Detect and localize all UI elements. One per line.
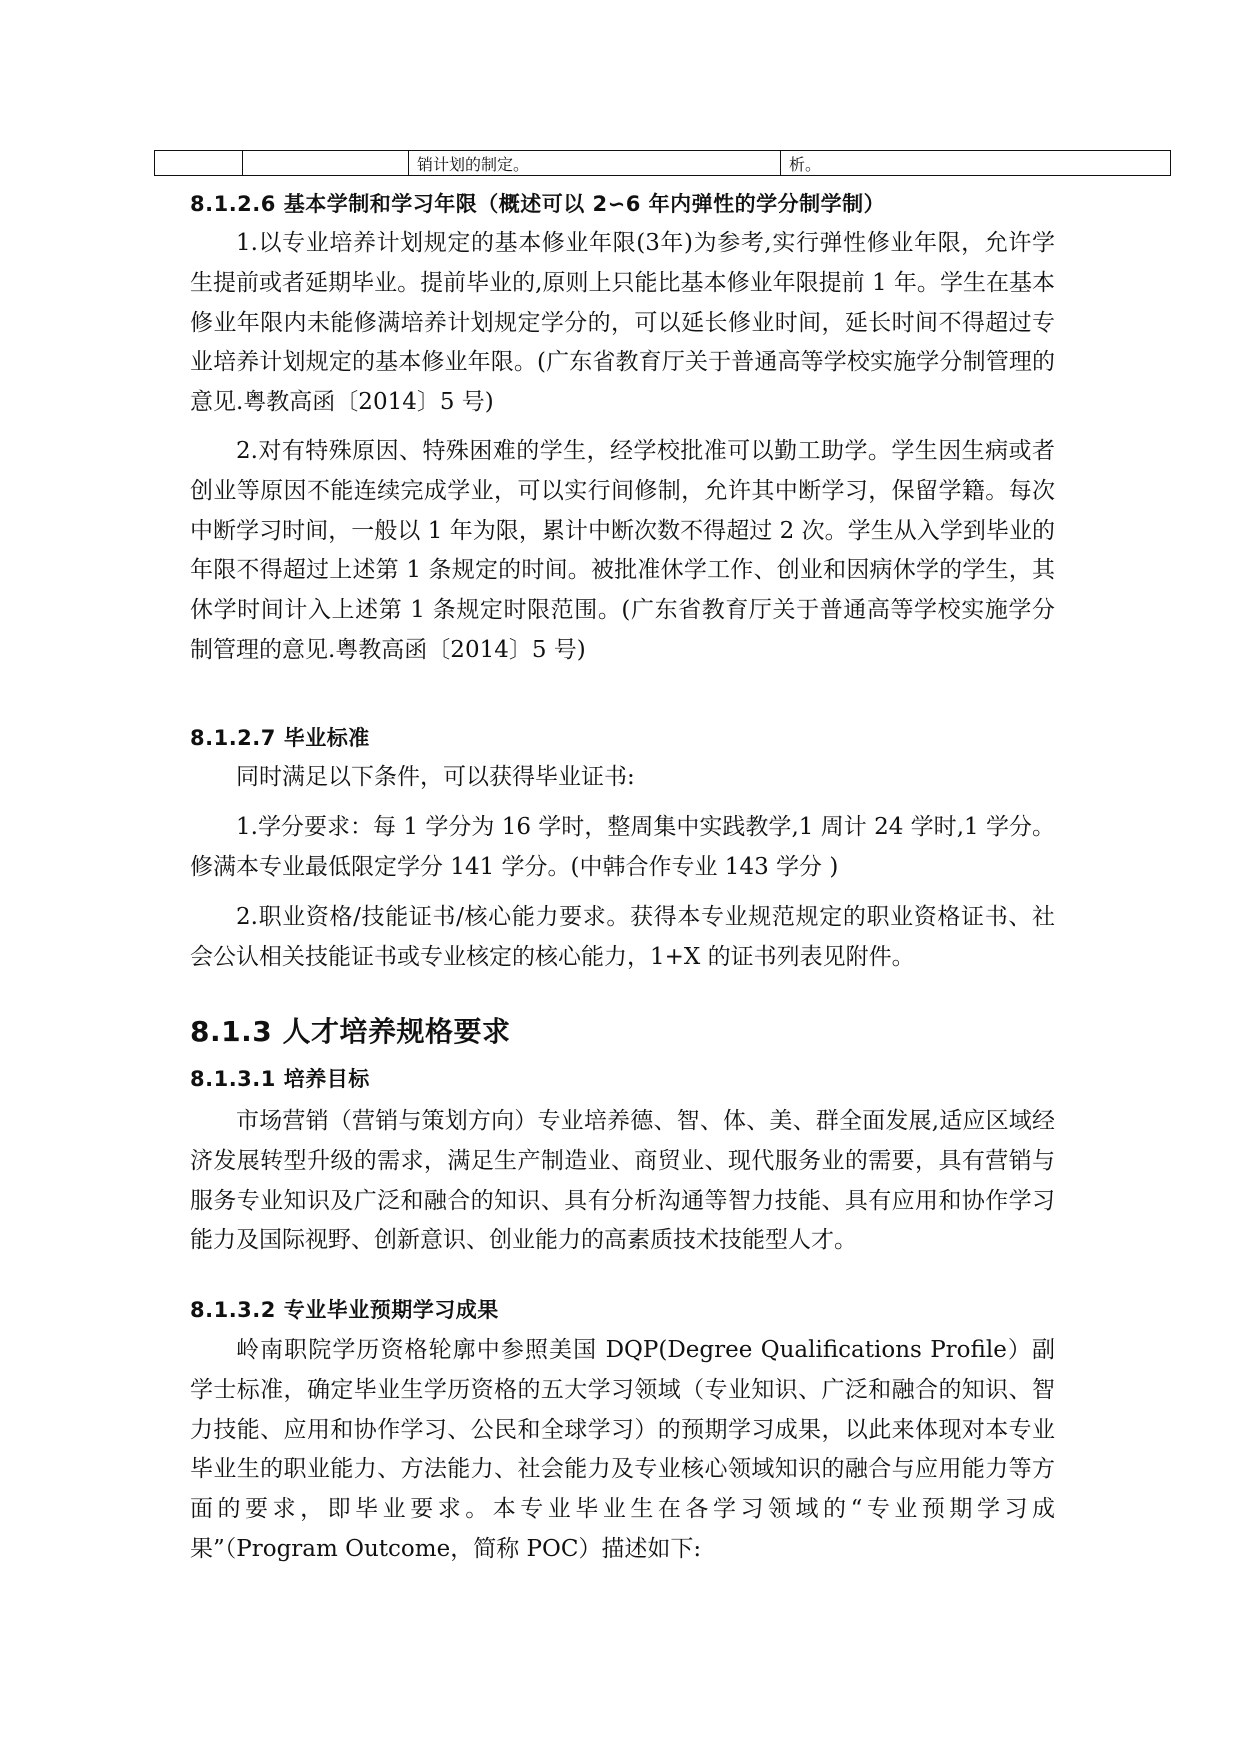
section-8-1-3-2-heading: 8.1.3.2 专业毕业预期学习成果 <box>190 1298 499 1322</box>
continued-table-fragment <box>154 150 1171 176</box>
table-cell: 销计划的制定。 <box>409 151 781 176</box>
section-8-1-2-6-heading: 8.1.2.6 基本学制和学习年限（概述可以 2∽6 年内弹性的学分制学制） <box>190 192 886 216</box>
section-8-1-3-1-heading: 8.1.3.1 培养目标 <box>190 1067 370 1091</box>
section-8-1-3-1-paragraph: 市场营销（营销与策划方向）专业培养德、智、体、美、群全面发展,适应区域经济发展转型升级的需求，满足生产制造业、商贸业、现代服务业的需要，具有营销与服务专业知识及广泛和融合的知识、具有分析沟通等智力技能、具有应用和协作学习能力及国际视野、创新意识、创业能力的高素质技术技能型人才。 <box>190 1108 1055 1254</box>
table-cell: 析。 <box>781 151 1171 176</box>
section-8-1-2-7-heading: 8.1.2.7 毕业标准 <box>190 726 370 750</box>
section-8-1-2-6-paragraph-2: 2.对有特殊原因、特殊困难的学生，经学校批准可以勤工助学。学生因生病或者创业等原因不能连续完成学业，可以实行间修制，允许其中断学习，保留学籍。每次中断学习时间，一般以 1 年为限，累计中断次数不得超过 2 次。学生从入学到毕业的年限不得超过上述第 1 条规定的时间。被批准休学工作、创业和因病休学的学生，其休学时间计入上述第 1 条规定时限范围。(广东省教育厅关于普通高等学校实施学分制管理的意见.粤教高函〔2014〕5 号) <box>190 438 1055 663</box>
section-8-1-2-7-intro: 同时满足以下条件，可以获得毕业证书: <box>236 764 635 790</box>
section-8-1-3-2-paragraph: 岭南职院学历资格轮廓中参照美国 DQP(Degree Qualifications Profile）副学士标准，确定毕业生学历资格的五大学习领域（专业知识、广泛和融合的知识、智力技能、应用和协作学习、公民和全球学习）的预期学习成果，以此来体现对本专业毕业生的职业能力、方法能力、社会能力及专业核心领域知识的融合与应用能力等方面的要求，即毕业要求。本专业毕业生在各学习领域的“专业预期学习成果”（Program Outcome，简称 POC）描述如下: <box>190 1337 1055 1562</box>
table-row <box>155 151 1171 176</box>
section-8-1-3-heading: 8.1.3 人才培养规格要求 <box>190 1015 511 1048</box>
section-8-1-2-7-paragraph-1: 1.学分要求：每 1 学分为 16 学时，整周集中实践教学,1 周计 24 学时,1 学分。修满本专业最低限定学分 141 学分。(中韩合作专业 143 学分 ) <box>190 814 1055 880</box>
table-cell <box>155 151 243 176</box>
table-cell <box>243 151 409 176</box>
section-8-1-2-6-paragraph-1: 1.以专业培养计划规定的基本修业年限(3年)为参考,实行弹性修业年限，允许学生提前或者延期毕业。提前毕业的,原则上只能比基本修业年限提前 1 年。学生在基本修业年限内未能修满培养计划规定学分的，可以延长修业时间，延长时间不得超过专业培养计划规定的基本修业年限。(广东省教育厅关于普通高等学校实施学分制管理的意见.粤教高函〔2014〕5 号) <box>190 230 1055 416</box>
section-8-1-2-7-paragraph-2: 2.职业资格/技能证书/核心能力要求。获得本专业规范规定的职业资格证书、社会公认相关技能证书或专业核定的核心能力，1+X 的证书列表见附件。 <box>190 904 1055 970</box>
